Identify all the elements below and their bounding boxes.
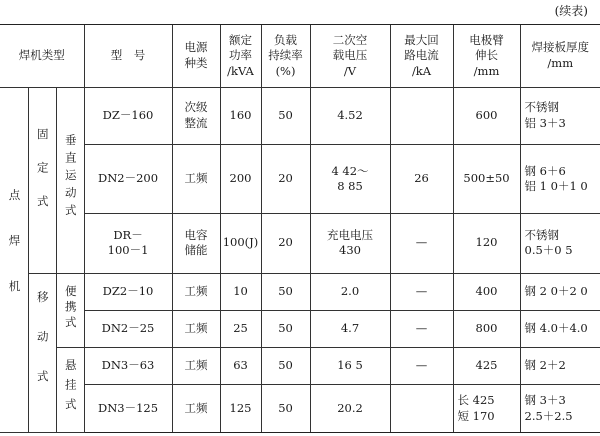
header-power-type: 电源 种类: [172, 25, 220, 87]
header-model: 型 号: [84, 25, 172, 87]
cell-duty-cycle: 50: [261, 310, 310, 347]
header-duty-cycle: 负载 持续率 (%): [261, 25, 310, 87]
table-row: [0, 213, 600, 273]
cell-model: DN3－125: [84, 385, 172, 433]
cell-max-current: —: [390, 273, 453, 310]
cell-thickness: 钢 2＋2: [520, 348, 600, 385]
cell-power-type: 工频: [172, 273, 220, 310]
cell-open-voltage: 4.52: [310, 87, 390, 145]
cell-model: DN2－25: [84, 310, 172, 347]
cell-arm-length: 120: [453, 213, 520, 273]
cell-rated-power: 100(J): [220, 213, 261, 273]
cell-model: DN3－63: [84, 348, 172, 385]
cell-arm-length: 长 425 短 170: [453, 385, 520, 433]
cell-rated-power: 63: [220, 348, 261, 385]
table-row: [0, 348, 600, 385]
cell-duty-cycle: 50: [261, 273, 310, 310]
cell-model: DR－ 100－1: [84, 213, 172, 273]
cell-open-voltage: 16 5: [310, 348, 390, 385]
cell-rated-power: 125: [220, 385, 261, 433]
cell-open-voltage: 2.0: [310, 273, 390, 310]
cell-duty-cycle: 50: [261, 348, 310, 385]
cell-max-current: [390, 87, 453, 145]
cell-arm-length: 425: [453, 348, 520, 385]
cell-power-type: 电容 储能: [172, 213, 220, 273]
table-row: [0, 87, 600, 145]
cell-rated-power: 200: [220, 145, 261, 213]
cell-max-current: [390, 385, 453, 433]
header-thickness: 焊接板厚度 /mm: [520, 25, 600, 87]
group-mobile: 移动式: [28, 273, 56, 432]
cell-power-type: 次级 整流: [172, 87, 220, 145]
header-open-voltage: 二次空 载电压 /V: [310, 25, 390, 87]
cell-max-current: 26: [390, 145, 453, 213]
group-portable: 便携式: [56, 273, 84, 347]
header-max-current: 最大回 路电流 /kA: [390, 25, 453, 87]
group-fixed: 固定式: [28, 87, 56, 273]
header-type-category: 焊机类型: [0, 25, 84, 87]
cell-thickness: 钢 6＋6 铝 1 0＋1 0: [520, 145, 600, 213]
cell-thickness: 钢 3＋3 2.5＋2.5: [520, 385, 600, 433]
cell-thickness: 不锈钢 0.5＋0 5: [520, 213, 600, 273]
cell-thickness: 钢 4.0＋4.0: [520, 310, 600, 347]
continued-label: (续表): [554, 4, 588, 18]
cell-duty-cycle: 20: [261, 145, 310, 213]
cell-power-type: 工频: [172, 145, 220, 213]
group-suspended: 悬挂式: [56, 348, 84, 433]
table-row: [0, 145, 600, 213]
cell-arm-length: 800: [453, 310, 520, 347]
cell-max-current: —: [390, 310, 453, 347]
cell-arm-length: 400: [453, 273, 520, 310]
cell-power-type: 工频: [172, 310, 220, 347]
cell-duty-cycle: 50: [261, 87, 310, 145]
cell-arm-length: 500±50: [453, 145, 520, 213]
cell-arm-length: 600: [453, 87, 520, 145]
cell-rated-power: 10: [220, 273, 261, 310]
cell-rated-power: 160: [220, 87, 261, 145]
table-row: [0, 310, 600, 347]
header-rated-power: 额定 功率 /kVA: [220, 25, 261, 87]
cell-open-voltage: 4 42～ 8 85: [310, 145, 390, 213]
cell-power-type: 工频: [172, 348, 220, 385]
cell-max-current: —: [390, 213, 453, 273]
cell-duty-cycle: 20: [261, 213, 310, 273]
table-row: [0, 385, 600, 433]
cell-rated-power: 25: [220, 310, 261, 347]
cell-model: DZ－160: [84, 87, 172, 145]
cell-duty-cycle: 50: [261, 385, 310, 433]
cell-open-voltage: 充电电压 430: [310, 213, 390, 273]
header-arm-length: 电极臂 伸长 /mm: [453, 25, 520, 87]
cell-power-type: 工频: [172, 385, 220, 433]
cell-model: DN2－200: [84, 145, 172, 213]
cell-open-voltage: 4.7: [310, 310, 390, 347]
cell-open-voltage: 20.2: [310, 385, 390, 433]
cell-model: DZ2－10: [84, 273, 172, 310]
table-row: [0, 273, 600, 310]
header-row: [0, 25, 600, 87]
cell-thickness: 不锈钢 铝 3＋3: [520, 87, 600, 145]
group-spot-welder: 点焊机: [0, 87, 28, 432]
spot-welder-spec-table: [0, 25, 600, 433]
cell-thickness: 钢 2 0＋2 0: [520, 273, 600, 310]
group-vertical-motion: 垂直运动式: [56, 87, 84, 273]
cell-max-current: —: [390, 348, 453, 385]
